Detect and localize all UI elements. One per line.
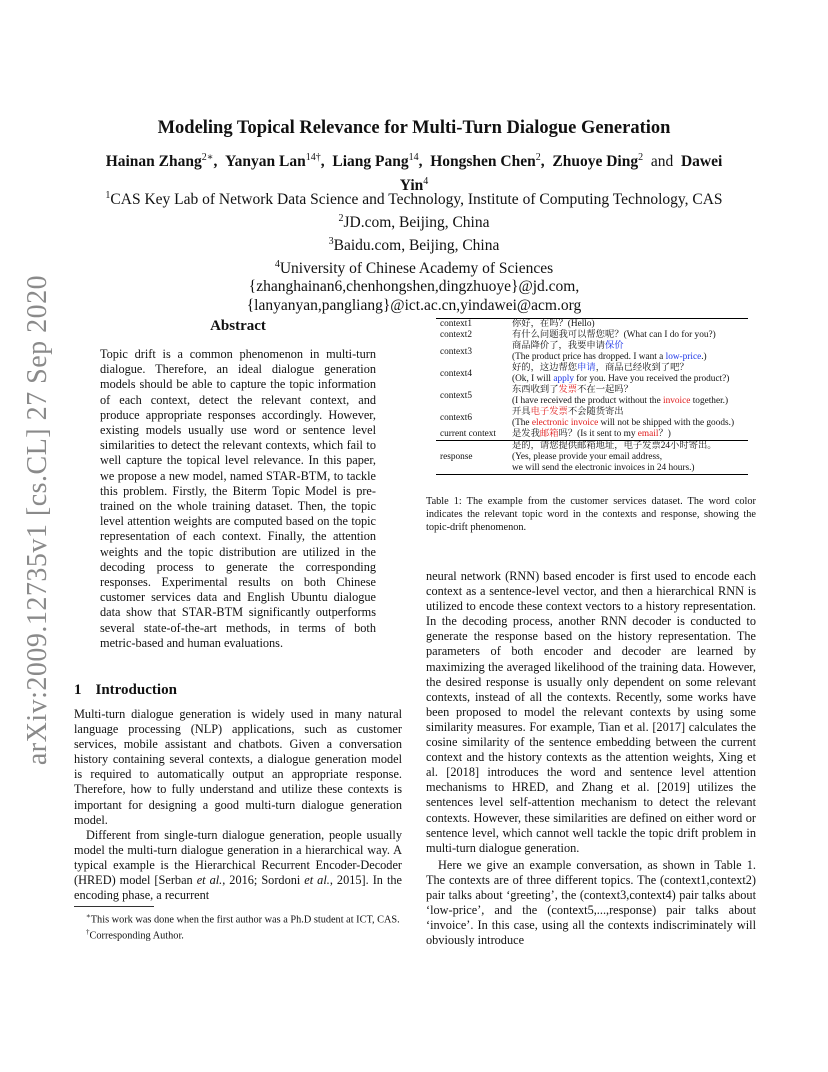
author-marker: 14† [305,152,321,163]
author-marker: 4 [423,176,429,188]
row-text: 你好，在吗？(Hello) [509,319,748,331]
paper-title: Modeling Topical Relevance for Multi-Turn Dialogue Generation [157,118,671,138]
text-run: ？) [658,429,671,439]
text-run: 是发我 [512,429,540,439]
topic-word: electronic invoice [531,418,599,428]
text-run: ，商品已经收到了吧？ [595,363,689,373]
author-name: Hainan Zhang [105,153,202,171]
intro-right-column [426,569,756,948]
text-run: 好的，这边帮您 [512,363,578,373]
author-name: Yin [399,177,424,195]
affiliation-marker: 2 [338,212,344,224]
text-run: (The product price has dropped. I want a [512,352,666,362]
text-run: 商品降价了，我要申请 [512,341,605,351]
row-label: current context [440,429,497,439]
author-marker: 2∗ [201,152,214,163]
body-paragraph: Multi-turn dialogue generation is widely used in many natural language processing (NLP) applications, such as customer services, mobile assistant and chatbots. Given a conversation history containing several contexts, a dialogue generation model is required to automatically output an appropriate response. Therefore, how to fully understand and utilize these contexts is important for designing a good multi-turn dialogue generation model. [74,707,402,827]
row-label: context5 [440,390,473,401]
row-text [509,341,748,363]
text-run: .) [701,352,707,362]
affiliation-line [74,233,754,256]
text-run: (The [512,418,532,428]
row-label: context4 [440,368,473,379]
topic-word: apply [553,374,574,384]
body-paragraph: Here we give an example conversation, as shown in Table 1. The contexts are of three different topics. The (context1,context2) pair talks about ‘greeting’, the (context3,context4) pair talks about ‘low-price’, and the (context5,...,response) pair talks about ‘invoice’. In this case, using all the contexts indiscriminately will obviously introduce [426,857,756,948]
table-row [436,341,748,363]
abstract-heading: Abstract [210,318,266,334]
footnote-text: Corresponding Author. [89,930,184,942]
body-paragraph: neural network (RNN) based encoder is first used to encode each context as a sentence-level vector, and then a hierarchical RNN is utilized to encode these context vectors to a history representation. In the decoding process, another RNN decoder is conducted to generate the response based on the history representation. The parameters of both encoder and decoder are learned by maximizing the averaged likelihood of the training data. However, the desired response is usually only dependent on some relevant contexts, instead of all the contexts. Recently, some works have been proposed to model the relevant contexts by using some similarity measures. For example, Tian et al. [2017] calculates the cosine similarity of the sentence embedding between the current context and the history contexts as the attention weights, Xing et al. [2018] introduces the word and sentence level attention mechanisms to HRED, and Zhang et al. [2019] utilizes the sentences level self-attention mechanism to detect the relevant contexts. However, these similarities are defined on either word or sentence level, which cannot well tackle the topic drift problem in multi-turn dialogue generation. [426,569,756,855]
text-run: Different from single-turn dialogue generation, people usually model the multi-turn dialogue generation in a hierarchical way. A typical example is the Hierarchical Recurrent Encoder-Decoder (HRED) model [Serban [74,827,402,888]
footnote-text: This work was done when the first author was a Ph.D student at ICT, CAS. [90,914,400,926]
row-text: 有什么问题我可以帮您呢？(What can I do for you?) [512,330,716,340]
row-text [509,385,748,407]
text-run: 不在一起吗？ [577,385,633,395]
row-label: context2 [440,330,473,340]
row-label: context3 [440,346,473,357]
topic-word: 发票 [558,385,578,395]
table-row [436,441,748,475]
author-list: Hainan Zhang$^{2∗}$, Yanyan Lan$^{14\dagger}$, Liang Pang$^{14}$, Hongshen Chen$^2$, Zhuoye Ding$^2$ and Dawei Yin$^4$ [105,152,723,195]
email-line: {lanyanyan,pangliang}@ict.ac.cn,yindawei@acm.org [246,297,582,315]
table-row [436,319,748,331]
author-marker: 2 [638,152,644,163]
text-run: 不会随货寄出 [567,407,624,417]
text-run: 吗？(Is it sent to my [558,429,638,439]
row-label: context1 [436,319,509,331]
footnote-divider [74,906,154,907]
footnotes [74,910,402,943]
affiliation-line [74,210,754,233]
section-number: 1 [74,682,82,698]
topic-word: invoice [663,396,691,406]
text-run: 东西收到了 [512,385,559,395]
affiliation-text: CAS Key Lab of Network Data Science and Technology, Institute of Computing Technology, CAS [110,191,723,209]
row-text [509,429,748,441]
text-run: (Ok, I will [512,374,554,384]
affiliation-marker: 4 [274,258,280,270]
table-row [436,429,748,441]
text-run: we will send the electronic invoices in 24 hours.) [512,463,695,473]
table-row [436,363,748,385]
citation-etal: et al. [196,873,223,888]
text-run: (Yes, please provide your email address, [512,452,663,462]
affiliation-text: University of Chinese Academy of Sciences [279,259,554,277]
author-name: Liang Pang [332,153,409,171]
arxiv-stamp: arXiv:2009.12735v1 [cs.CL] 27 Sep 2020 [22,274,53,766]
row-label: context6 [440,412,473,423]
text-run: will not be shipped with the goods.) [598,418,735,428]
author-name: Yanyan Lan [225,153,306,171]
text-run: together.) [690,396,729,406]
author-name: Hongshen Chen [430,153,536,171]
author-marker: 14 [408,152,419,163]
topic-word: 保价 [604,341,624,351]
row-text [509,363,748,385]
text-run: , 2015]. In the encoding phase, a recurrent [74,873,402,903]
text-run: 是的，请您提供邮箱地址，电子发票24小时寄出。 [512,441,717,451]
example-table [436,318,748,475]
row-text [509,407,748,429]
table-caption: Table 1: The example from the customer services dataset. The word color indicates the relevant topic word in the contexts and response, showing the topic-drift phenomenon. [426,496,756,533]
affiliation-text: JD.com, Beijing, China [343,214,490,232]
author-conjunction: and [650,153,674,171]
author-name: Zhuoye Ding [552,153,639,171]
table-row [436,330,748,341]
row-label: response [436,441,509,475]
text-run: (I have received the product without the [512,396,664,406]
footnote [74,910,402,926]
section-title: Introduction [95,682,177,698]
topic-word: 申请 [577,363,596,373]
table-row [436,385,748,407]
text-run: , 2016; Sordoni [222,873,305,888]
topic-word: email [637,429,659,439]
footnote-marker: ∗ [86,912,91,920]
topic-word: 邮箱 [539,429,559,439]
affiliation-marker: 3 [328,235,334,247]
text-run: 开具 [512,407,531,417]
footnote-marker: † [86,928,90,937]
affiliation-text: Baidu.com, Beijing, China [333,236,500,254]
affiliation-marker: 1 [105,190,111,201]
affiliation-line [74,256,754,279]
section-heading [74,682,177,699]
table-row [436,407,748,429]
footnote [74,926,402,942]
topic-word: low-price [665,352,702,362]
email-line: {zhanghainan6,chenhongshen,dingzhuoye}@jd.com, [248,278,580,296]
abstract-text: Topic drift is a common phenomenon in multi-turn dialogue. Therefore, an ideal dialogue generation models should be able to capture the topic information of each context, detect the relevant context, and produce appropriate responses accordingly. However, existing models usually use word or sentence level similarities to detect the relevant contexts, which fail to well capture the topical level relevance. In this paper, we propose a new model, named STAR-BTM, to tackle this problem. Firstly, the Biterm Topic Model is pre-trained on the whole training dataset. Then, the topic level attention weights are computed based on the topic representation of each context. Finally, the attention weights and the topic distribution are utilized in the decoding process to generate the corresponding responses. Experimental results on both Chinese customer services data and English Ubuntu dialogue data show that STAR-BTM significantly outperforms several state-of-the-art methods, in terms of both metric-based and human evaluations. [100,347,376,650]
citation-etal: et al. [304,873,330,888]
affiliations [74,187,754,316]
affiliation-line [74,187,754,210]
topic-word: 电子发票 [530,407,568,417]
intro-left-column [74,707,402,903]
row-text [509,441,748,475]
body-paragraph [74,828,402,903]
author-marker: 2 [535,152,541,163]
text-run: for you. Have you received the product?) [573,374,730,384]
author-name: Dawei [680,153,723,171]
